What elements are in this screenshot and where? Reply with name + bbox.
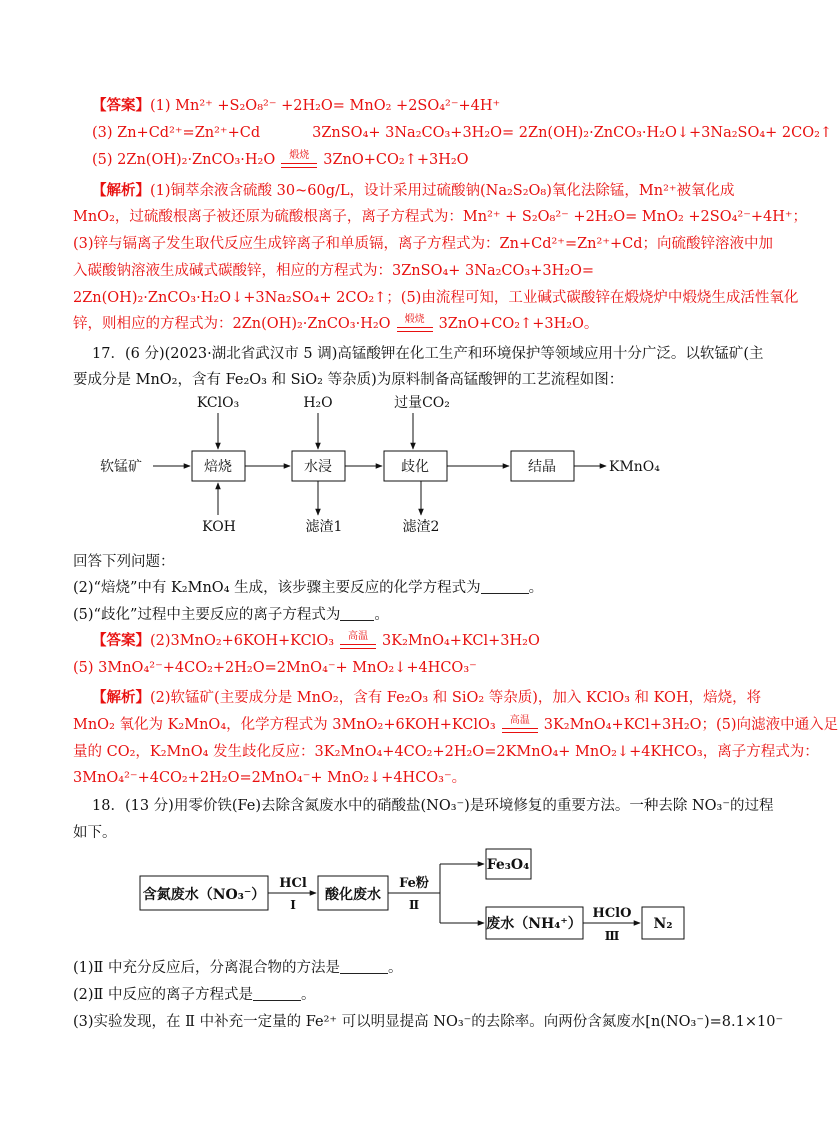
step-label: Ⅰ [290,898,296,912]
flow-diagram-18 [0,840,800,950]
step-label: Ⅲ [604,929,620,943]
flow-step-label: 焙烧 [204,459,232,475]
flow-out1: Fe₃O₄ [486,857,530,873]
question-17-line-2: 要成分是 MnO₂，含有 Fe₂O₃ 和 SiO₂ 等杂质)为原料制备高锰酸钾的工艺流程如图： [73,372,624,388]
answer-16-line-1: 【答案】(1) Mn²⁺ +S₂O₈²⁻ +2H₂O= MnO₂ +2SO₄²⁻+4H⁺ [92,97,501,114]
flow-step-label: 结晶 [528,459,556,475]
answer-17-line-1: 【答案】(2)3MnO₂+6KOH+KClO₃ 高温 3K₂MnO₄+KCl+3H₂O [92,631,540,649]
flow-start: 软锰矿 [100,459,142,475]
answer-blank [481,579,529,594]
reagent-label: HClO [592,906,632,921]
explanation-16-line-5: 2Zn(OH)₂·ZnCO₃·H₂O↓+3Na₂SO₄+ 2CO₂↑；(5)由流程可知，工业碱式碳酸锌在煅烧炉中煅烧生成活性氧化 [73,290,799,306]
answer-16-line-3: (5) 2Zn(OH)₂·ZnCO₃·H₂O 煅烧 3ZnO+CO₂↑+3H₂O [92,150,469,168]
explanation-16-line-3: (3)锌与镉离子发生取代反应生成锌离子和单质镉，离子方程式为：Zn+Cd²⁺=Zn²⁺+Cd；向硫酸锌溶液中加 [73,236,773,252]
step-label: Ⅱ [408,898,420,912]
sub-question-5: (5)“歧化”过程中主要反应的离子方程式为 。 [73,607,389,623]
flow-product: KMnO₄ [609,459,660,475]
answer-16-line-2: (3) Zn+Cd²⁺=Zn²⁺+Cd 3ZnSO₄+ 3Na₂CO₃+3H₂O= 2Zn(OH)₂·ZnCO₃·H₂O↓+3Na₂SO₄+ 2CO₂↑ [92,125,833,141]
sub-question-2: (2)“焙烧”中有 K₂MnO₄ 生成，该步骤主要反应的化学方程式为 。 [73,580,544,596]
flow-mid: 酸化废水 [325,887,381,903]
reaction-condition: 煅烧 [277,150,321,170]
answer-tag: 【答案】 [92,632,150,649]
flow-input-bottom: KOH [202,519,236,535]
flow-input: H₂O [303,395,333,411]
explanation-16-line-2: MnO₂，过硫酸根离子被还原为硫酸根离子，离子方程式为：Mn²⁺ + S₂O₈²⁻ +2H₂O= MnO₂ +2SO₄²⁻+4H⁺； [73,209,808,225]
explanation-tag: 【解析】 [92,182,150,199]
reaction-condition: 高温 [498,715,542,735]
answer-blank [340,606,374,621]
question-18-line-1: 18．(13 分)用零价铁(Fe)去除含氮废水中的硝酸盐(NO₃⁻)是环境修复的重要方法。一种去除 NO₃⁻的过程 [92,798,774,814]
flow-step-label: 水浸 [304,459,332,475]
flow-final: N₂ [653,916,673,932]
flow-step-label: 歧化 [401,459,429,475]
explanation-16-line-6: 锌，则相应的方程式为：2Zn(OH)₂·ZnCO₃·H₂O 煅烧 3ZnO+CO₂↑+3H₂O。 [73,314,599,332]
answer-tag: 【答案】 [92,97,150,114]
question-18-sub-1: (1)Ⅱ 中充分反应后，分离混合物的方法是 。 [73,960,403,976]
explanation-17-line-1: 【解析】(2)软锰矿(主要成分是 MnO₂，含有 Fe₂O₃ 和 SiO₂ 等杂质)，加入 KClO₃ 和 KOH，焙烧，将 [92,689,762,706]
question-17-line-1: 17．(6 分)(2023·湖北省武汉市 5 调)高锰酸钾在化工生产和环境保护等领域应用十分广泛。以软锰矿(主 [92,346,764,362]
flow-start: 含氮废水（NO₃⁻） [142,887,266,903]
flow-residue: 滤渣1 [305,519,343,535]
flow-input: KClO₃ [196,395,240,411]
reaction-condition: 高温 [336,631,380,651]
explanation-17-line-3: 量的 CO₂，K₂MnO₄ 发生歧化反应：3K₂MnO₄+4CO₂+2H₂O=2KMnO₄+ MnO₂↓+4KHCO₃，离子方程式为： [73,744,819,760]
flow-residue: 滤渣2 [402,519,440,535]
answer-blank [340,959,388,974]
reagent-label: Fe粉 [399,876,429,891]
answer-17-line-2: (5) 3MnO₄²⁻+4CO₂+2H₂O=2MnO₄⁻+ MnO₂↓+4HCO₃⁻ [73,660,477,676]
explanation-16-line-1: 【解析】(1)铜萃余液含硫酸 30~60g/L，设计采用过硫酸钠(Na₂S₂O₈)氧化法除锰，Mn²⁺被氧化成 [92,182,735,199]
explanation-16-line-4: 入碳酸钠溶液生成碱式碳酸锌，相应的方程式为：3ZnSO₄+ 3Na₂CO₃+3H₂O= [73,263,595,279]
answer-blank [253,986,301,1001]
reaction-condition: 煅烧 [393,314,437,334]
question-18-sub-3: (3)实验发现，在 Ⅱ 中补充一定量的 Fe²⁺ 可以明显提高 NO₃⁻的去除率。向两份含氮废水[n(NO₃⁻)=8.1×10⁻ [73,1014,784,1030]
flow-out2: 废水（NH₄⁺） [486,916,582,932]
prompt: 回答下列问题： [73,554,175,570]
reagent-label: HCl [279,876,307,891]
flow-input: 过量CO₂ [394,395,450,411]
explanation-17-line-4: 3MnO₄²⁻+4CO₂+2H₂O=2MnO₄⁻+ MnO₂↓+4HCO₃⁻。 [73,770,467,786]
question-18-line-2: 如下。 [73,825,117,841]
explanation-tag: 【解析】 [92,689,150,706]
question-18-sub-2: (2)Ⅱ 中反应的离子方程式是 。 [73,987,316,1003]
explanation-17-line-2: MnO₂ 氧化为 K₂MnO₄，化学方程式为 3MnO₂+6KOH+KClO₃ 高温 3K₂MnO₄+KCl+3H₂O；(5)向滤液中通入足 [73,715,838,733]
flow-diagram-17 [0,385,800,545]
